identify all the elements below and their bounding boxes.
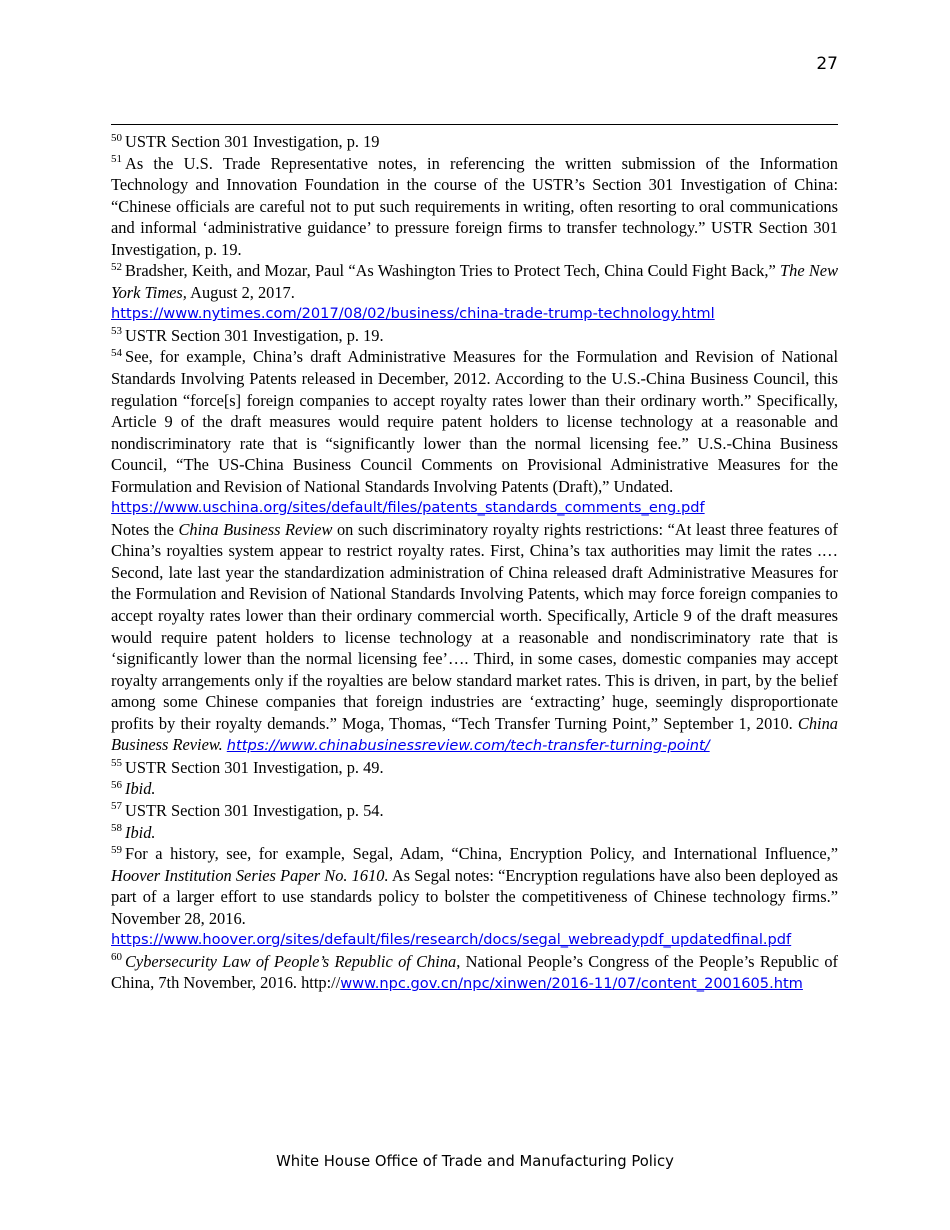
footnote-text: As the U.S. Trade Representative notes, in referencing the written submission of the Information Technology and Innovation Foundation in the course of the USTR’s Section 301 Investigation of China: “Chinese officials are careful not to put such requirements in writing, often resorting to oral communications and informal ‘administrative guidance’ to pressure foreign firms to transfer technology.” USTR Section 301 Investigation, p. 19. [111,153,838,259]
footnote-text: USTR Section 301 Investigation, p. 54. [125,800,384,820]
footnote-number: 58 [111,822,122,835]
uschina-link[interactable]: https://www.uschina.org/sites/default/files/patents_standards_comments_eng.pdf [111,499,705,517]
footnote-text: See, for example, China’s draft Administrative Measures for the Formulation and Revision of National Standards Involving Patents released in December, 2012. According to the U.S.-China Business Council, this regulation “force[s] foreign companies to accept royalty rates lower than their ordinary worth.” Specifically, Article 9 of the draft measures would require patent holders to license technology at a reasonable and nondiscriminatory rate that is “significantly lower than the normal licensing fee.” U.S.-China Business Council, “The US-China Business Council Comments on Provisional Administrative Measures for the Formulation and Revision of National Standards Involving Patents (Draft),” Undated. [111,347,838,496]
publication-title: China Business Review [178,519,333,539]
footnote-54 [111,346,838,518]
publication-title: Hoover Institution Series Paper No. 1610. [111,865,389,885]
page-footer: White House Office of Trade and Manufacturing Policy [276,1153,674,1170]
footnote-number: 55 [111,757,122,770]
footnote-text: USTR Section 301 Investigation, p. 19 [125,132,380,151]
footnote-number: 59 [111,843,122,856]
footnote-59 [111,843,838,951]
footnote-text: Bradsher, Keith, and Mozar, Paul “As Washington Tries to Protect Tech, China Could Fight Back,” [125,261,781,281]
footnote-54-continued [111,519,838,757]
npc-link[interactable]: www.npc.gov.cn/npc/xinwen/2016-11/07/content_2001605.htm [340,975,803,993]
publication-title: China Business Review. [111,713,838,755]
footnote-number: 51 [111,153,122,166]
footnote-text: USTR Section 301 Investigation, p. 19. [125,325,384,345]
publication-title: The New York Times, [111,261,839,302]
footnote-text: August 2, 2017. [186,282,295,302]
footnote-text: USTR Section 301 Investigation, p. 49. [125,757,384,777]
footnote-52 [111,260,838,325]
footnote-text: on such discriminatory royalty rights restrictions: “At least three features of China’s royalties system appear to restrict royalty rates. First, China’s tax authorities may limit the rates .… Second, late last year the standardization administration of China released draft Administrative Measures for the Formulation and Revision of National Standards Involving Patents, which may force foreign companies to accept royalty rates lower than their ordinary commercial worth. Specifically, Article 9 of the draft measures would require patent holders to license technology at a reasonable and nondiscriminatory rate that is ‘significantly lower than the normal licensing fee’…. Third, in some cases, domestic companies may accept royalty arrangements only if the royalties are below standard market rates. This is driven, in part, by the belief among some Chinese companies that foreign industries are ‘extracting’ huge, seemingly disproportionate profits by their royalty demands.” Moga, Thomas, “Tech Transfer Turning Point,” September 1, 2010. [111,519,838,733]
footnote-51 [111,153,838,261]
footnote-57 [111,800,838,822]
footnote-text: Ibid. [125,779,156,799]
publication-title: Cybersecurity Law of People’s Republic of China [125,951,457,971]
footnote-58 [111,822,838,844]
footnote-number: 60 [111,951,122,964]
footnote-number: 57 [111,800,122,813]
footnotes [111,131,838,995]
footnote-number: 50 [111,131,122,144]
hoover-link[interactable]: https://www.hoover.org/sites/default/files/research/docs/segal_webreadypdf_updatedfinal.pdf [111,931,792,949]
footnote-number: 52 [111,260,122,273]
footnote-number: 53 [111,325,122,338]
page-number: 27 [816,54,838,74]
footnote-50 [111,131,838,153]
footnote-56 [111,778,838,800]
footnote-number: 54 [111,347,122,359]
footnote-number: 56 [111,778,122,791]
chinabusinessreview-link[interactable]: https://www.chinabusinessreview.com/tech-transfer-turning-point/ [226,737,710,755]
footnote-divider [111,124,838,125]
footnote-text: For a history, see, for example, Segal, Adam, “China, Encryption Policy, and International Influence,” [125,844,838,864]
footnote-text: Notes the [111,519,179,539]
footnote-55 [111,757,838,779]
footnote-text: Ibid. [125,822,156,842]
nytimes-link[interactable]: https://www.nytimes.com/2017/08/02/business/china-trade-trump-technology.html [111,305,715,323]
footnote-53 [111,325,838,347]
footnote-text: As Segal notes: “Encryption regulations have also been deployed as part of a larger effort to use standards policy to bolster the competitiveness of Chinese technology firms.” November 28, 2016. [111,865,838,928]
footnote-text: , National People’s Congress of the People’s Republic of China, 7th November, 2016. http:// [111,951,838,993]
footnote-60 [111,951,838,995]
